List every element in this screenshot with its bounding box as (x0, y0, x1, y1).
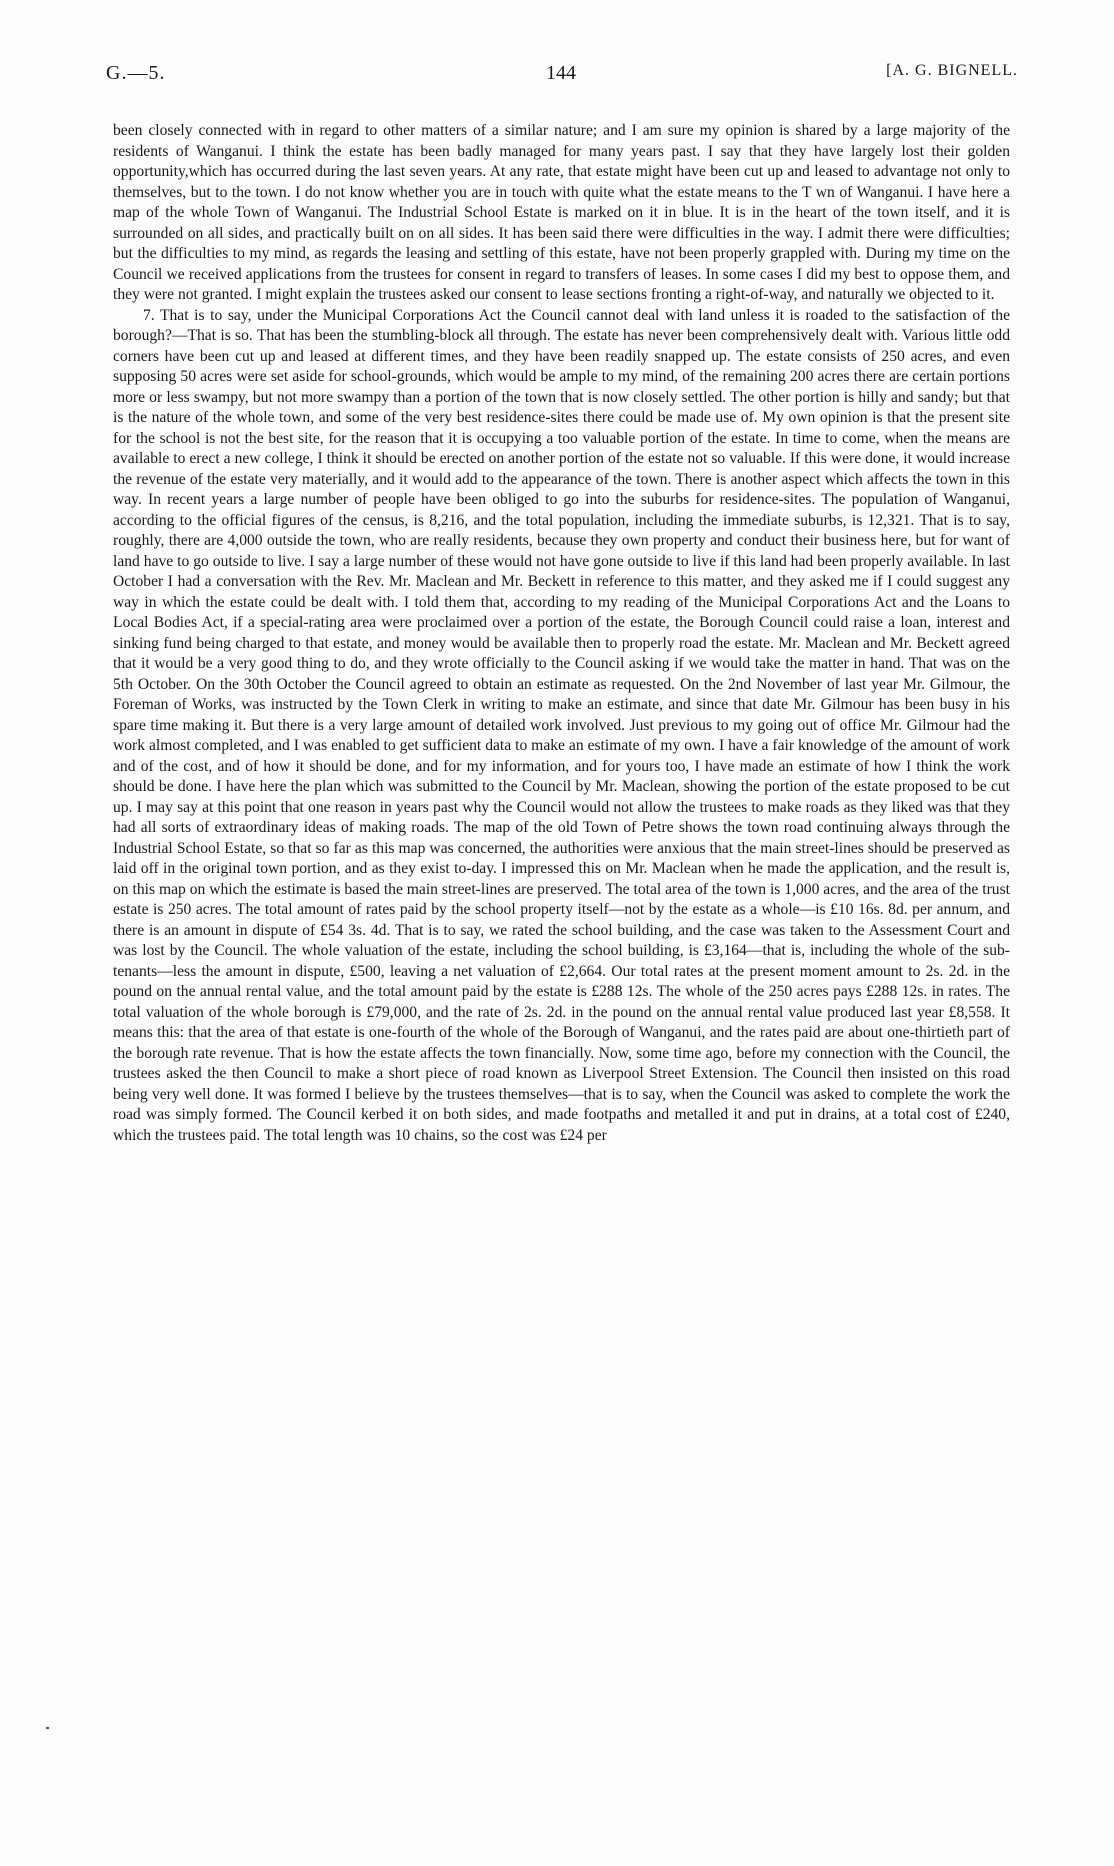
paragraph-continued: been closely connected with in regard to other matters of a similar nature; and I am sure my opinion is shared by a large majority of the residents of Wanganui. I think the estate has been badly managed for many years past. I say that they have largely lost their golden opportunity,which has occurred during the last seven years. At any rate, that estate might have been cut up and leased to advantage not only to themselves, but to the town. I do not know whether you are in touch with quite what the estate means to the T wn of Wanganui. I have here a map of the whole Town of Wanganui. The Industrial School Estate is marked on it in blue. It is in the heart of the town itself, and it is surrounded on all sides, and practically built on on all sides. It has been said there were difficulties in the way. I admit there were difficulties; but the difficulties to my mind, as regards the leasing and settling of this estate, have not been properly grappled with. During my time on the Council we received applications from the trustees for consent in regard to transfers of leases. In some cases I did my best to oppose them, and they were not granted. I might explain the trustees asked our consent to lease sections fronting a right-of-way, and naturally we objected to it. (113, 122, 1010, 303)
paper-reference: G.—5. (106, 62, 166, 84)
paragraph-question-7: 7. That is to say, under the Municipal Corporations Act the Council cannot deal with land unless it is roaded to the satisfaction of the borough?—That is so. That has been the stumbling-block all through. The estate has never been comprehensively dealt with. Various little odd corners have been cut up and leased at different times, and they have been readily snapped up. The estate consists of 250 acres, and even supposing 50 acres were set aside for school-grounds, which would be ample to my mind, of the remaining 200 acres there are certain portions more or less swampy, but not more swampy than a portion of the town that is now closely settled. The other portion is hilly and sandy; but that is the nature of the whole town, and some of the very best residence-sites there could be made use of. My own opinion is that the present site for the school is not the best site, for the reason that it is occupying a too valuable portion of the estate. In time to come, when the means are available to erect a new college, I think it should be erected on another portion of the estate not so valuable. If this were done, it would increase the revenue of the estate very materially, and it would add to the appearance of the town. There is another aspect which affects the town in this way. In recent years a large number of people have been obliged to go into the suburbs for residence-sites. The population of Wanganui, according to the official figures of the census, is 8,216, and the total population, including the immediate suburbs, is 12,321. That is to say, roughly, there are 4,000 outside the town, who are really residents, because they own property and conduct their business here, but for want of land have to go outside to live. I say a large number of these would not have gone outside to live if this land had been properly available. In last October I had a conversation with the Rev. Mr. Maclean and Mr. Beckett in reference to this matter, and they asked me if I could suggest any way in which the estate could be dealt with. I told them that, according to my reading of the Municipal Corporations Act and the Loans to Local Bodies Act, if a special-rating area were proclaimed over a portion of the estate, the Borough Council could raise a loan, interest and sinking fund being charged to that estate, and money would be available then to properly road the estate. Mr. Maclean and Mr. Beckett agreed that it would be a very good thing to do, and they wrote officially to the Council asking if we would take the matter in hand. That was on the 5th October. On the 30th October the Council agreed to obtain an estimate as requested. On the 2nd November of last year Mr. Gilmour, the Foreman of Works, was instructed by the Town Clerk in writing to make an estimate, and since that date Mr. Gilmour has been busy in his spare time making it. But there is a very large amount of detailed work involved. Just previous to my going out of office Mr. Gilmour had the work almost completed, and I was enabled to get sufficient data to make an estimate of my own. I have a fair knowledge of the amount of work and of the cost, and of how it should be done, and for my information, and for yours too, I have made an estimate of how I think the work should be done. I have here the plan which was submitted to the Council by Mr. Maclean, showing the portion of the estate proposed to be cut up. I may say at this point that one reason in years past why the Council would not allow the trustees to make roads as they liked was that they had all sorts of extraordinary ideas of making roads. The map of the old Town of Petre shows the town road continuing always through the Industrial School Estate, so that so far as this map was concerned, the authorities were anxious that the main street-lines should be preserved as laid off in the original town portion, and as they exist to-day. I impressed this on Mr. Maclean when he made the application, and the result is, on this map on which the estimate is based the main street-lines are preserved. The total area of the town is 1,000 acres, and the area of the trust estate is 250 acres. The total amount of rates paid by the school property itself—not by the estate as a whole—is £10 16s. 8d. per annum, and there is an amount in dispute of £54 3s. 4d. That is to say, we rated the school building, and the case was taken to the Assessment Court and was lost by the Council. The whole valuation of the estate, including the school building, is £3,164—that is, including the whole of the sub-tenants—less the amount in dispute, £500, leaving a net valuation of £2,664. Our total rates at the present moment amount to 2s. 2d. in the pound on the annual rental value, and the total amount paid by the estate is £288 12s. The whole of the 250 acres pays £288 12s. in rates. The total valuation of the whole borough is £79,000, and the rate of 2s. 2d. in the pound on the annual rental value produced last year £8,558. It means this: that the area of that estate is one-fourth of the whole of the Borough of Wanganui, and the rates paid are about one-thirtieth part of the borough rate revenue. That is how the estate affects the town financially. Now, some time ago, before my connection with the Council, the trustees asked the then Council to make a short piece of road known as Liverpool Street Extension. The Council then insisted on this road being very well done. It was formed I believe by the trustees themselves—that is to say, when the Council was asked to complete the work the road was simply formed. The Council kerbed it on both sides, and made footpaths and metalled it and put in drains, at a total cost of £240, which the trustees paid. The total length was 10 chains, so the cost was £24 per (113, 306, 1010, 1144)
scan-speck (46, 1727, 49, 1729)
page-number: 144 (546, 62, 576, 84)
body-text (113, 121, 1010, 1146)
witness-name: [A. G. BIGNELL. (886, 62, 1018, 79)
page-header (100, 62, 1022, 92)
